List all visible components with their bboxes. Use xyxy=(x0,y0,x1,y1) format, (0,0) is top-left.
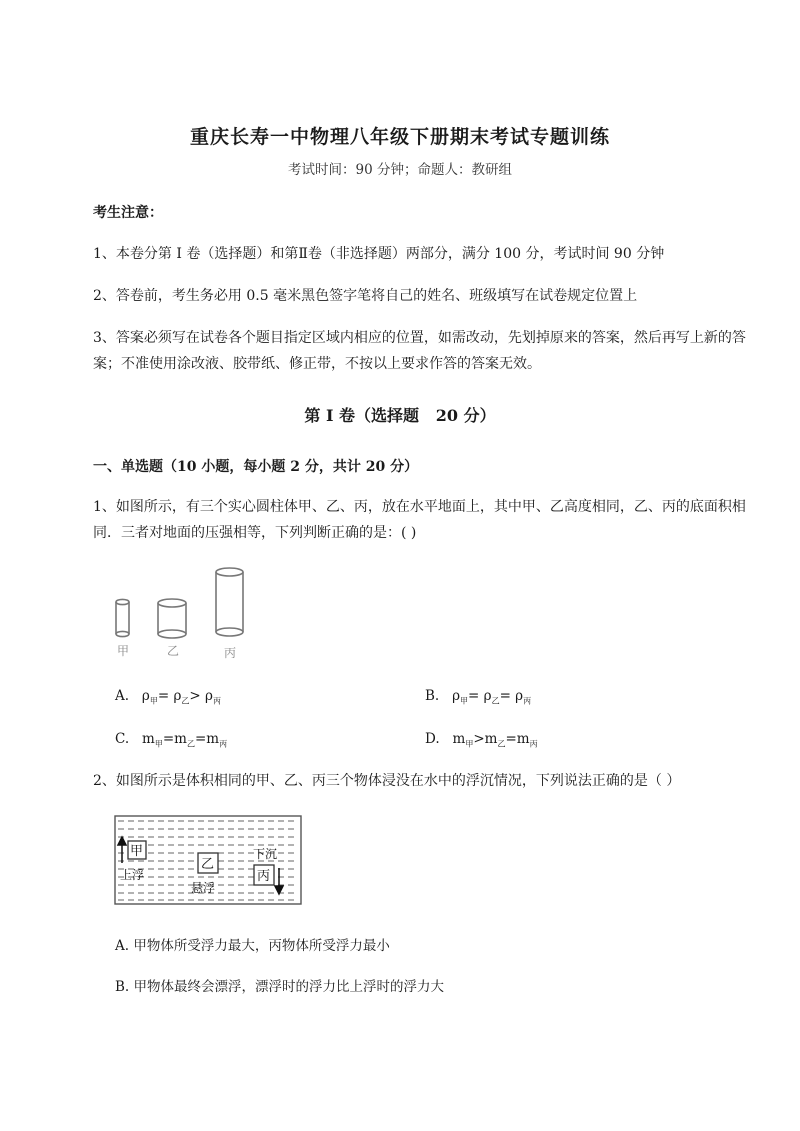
document-subtitle: 考试时间：90 分钟；命题人：教研组 xyxy=(288,162,512,178)
block-label-yi: 乙 xyxy=(201,857,215,872)
notice-item-1: 1、本卷分第 I 卷（选择题）和第Ⅱ卷（非选择题）两部分，满分 100 分，考试时间 90 分钟 xyxy=(93,246,665,262)
notice-heading: 考生注意： xyxy=(93,205,163,221)
cylinder-bing xyxy=(216,568,243,636)
label-bing: 丙 xyxy=(224,646,237,660)
question-2-stem: 2、如图所示是体积相同的甲、乙、丙三个物体浸没在水中的浮沉情况，下列说法正确的是（ ） xyxy=(93,773,681,789)
notice-item-2: 2、答卷前，考生务必用 0.5 毫米黑色签字笔将自己的姓名、班级填写在试卷规定位置上 xyxy=(93,288,638,304)
question-1-option-d[interactable]: D. $m_甲>m_乙=m_丙$ xyxy=(425,731,538,749)
label-jia: 甲 xyxy=(117,644,130,658)
cylinder-jia xyxy=(116,599,129,636)
question-2-option-b[interactable]: B. 甲物体最终会漂浮，漂浮时的浮力比上浮时的浮力大 xyxy=(115,979,445,995)
question-1-option-b[interactable]: B. $\rho_甲= \rho_乙= \rho_丙$ xyxy=(425,688,532,706)
question-1-figure-cylinders xyxy=(110,562,260,662)
document-title: 重庆长寿一中物理八年级下册期末考试专题训练 xyxy=(189,126,610,148)
question-2-option-a[interactable]: A. 甲物体所受浮力最大，丙物体所受浮力最小 xyxy=(115,938,390,954)
question-1-option-a[interactable]: A. $\rho_甲= \rho_乙> \rho_丙$ xyxy=(115,688,221,706)
notice-item-3: 3、答案必须写在试卷各个题目指定区域内相应的位置，如需改动，先划掉原来的答案，然后再写上新的答案；不准使用涂改液、胶带纸、修正带，不按以上要求作答的答案无效。 xyxy=(93,330,746,372)
question-1-option-c[interactable]: C. $m_甲=m_乙=m_丙$ xyxy=(115,731,228,749)
label-suspend: 悬浮 xyxy=(191,881,216,895)
question-1-stem: 1、如图所示，有三个实心圆柱体甲、乙、丙，放在水平地面上，其中甲、乙高度相同，乙、丙的底面积相同．三者对地面的压强相等，下列判断正确的是：( ) xyxy=(93,499,746,541)
block-label-bing: 丙 xyxy=(257,869,271,884)
part-title: 一、单选题（10 小题，每小题 2 分，共计 20 分） xyxy=(93,459,419,475)
block-label-jia: 甲 xyxy=(130,844,144,859)
label-up: 上浮 xyxy=(120,868,145,882)
section-title: 第 I 卷（选择题 20 分） xyxy=(304,406,496,425)
label-down: 下沉 xyxy=(253,847,278,861)
label-yi: 乙 xyxy=(167,644,180,658)
question-2-figure-water-tank xyxy=(114,813,304,907)
cylinder-yi xyxy=(158,599,186,638)
